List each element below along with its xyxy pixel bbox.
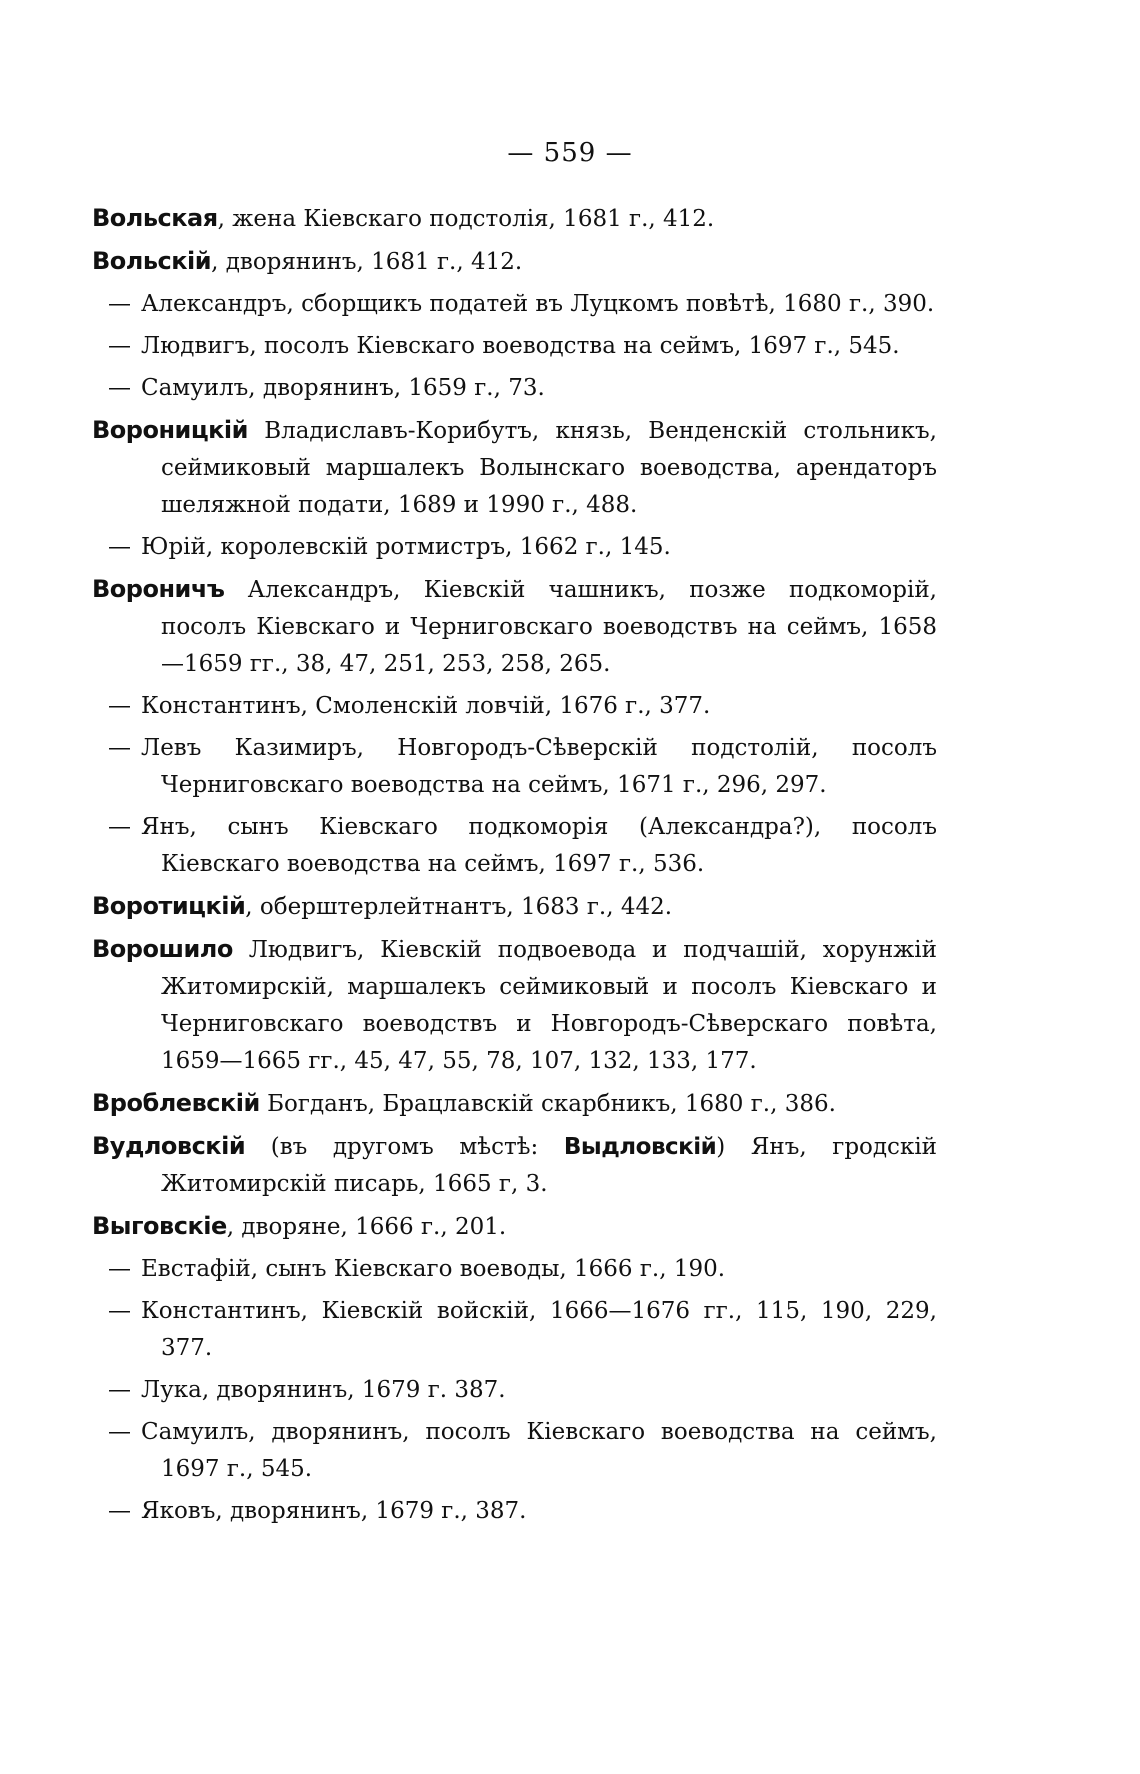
entry-text: , дворяне, 1666 г., 201. (226, 1214, 507, 1240)
index-subentry (92, 529, 937, 566)
subentry-text: Константинъ, Кіевскій войскій, 1666—1676 гг., 115, 190, 229, 377. (141, 1298, 937, 1361)
entry-text: Людвигъ, Кіевскій подвоевода и подчашій, хорунжій Житомирскій, маршалекъ сеймиковый и посолъ Кіевскаго и Черниговскаго воеводствъ и Новгородъ-Сѣверскаго повѣта, 1659—1665 гг., 45, 47, 55, 78, 107, 132, 133, 177. (161, 937, 937, 1074)
entry-surname: Выговскіе (92, 1212, 227, 1240)
subentry-dash: — (108, 1419, 131, 1445)
subentry-text: Александръ, сборщикъ податей въ Луцкомъ повѣтѣ, 1680 г., 390. (141, 291, 935, 317)
entry-text: Александръ, Кіевскій чашникъ, позже подкоморій, посолъ Кіевскаго и Черниговскаго воеводствъ на сеймъ, 1658—1659 гг., 38, 47, 251, 253, 258, 265. (161, 577, 937, 677)
index-entries (92, 200, 937, 1535)
index-subentry (92, 688, 937, 725)
index-subentry (92, 730, 937, 804)
subentry-dash: — (108, 735, 131, 761)
index-entry (92, 888, 937, 926)
entry-surname: Вольская (92, 204, 218, 232)
subentry-dash: — (108, 333, 131, 359)
index-entry (92, 931, 937, 1080)
subentry-dash: — (108, 375, 131, 401)
index-subentry (92, 809, 937, 883)
page-number: — 559 — (507, 138, 633, 168)
index-entry (92, 412, 937, 524)
subentry-dash: — (108, 291, 131, 317)
entry-surname: Вроблевскій (92, 1089, 260, 1117)
subentry-text: Янъ, сынъ Кіевскаго подкоморія (Александра?), посолъ Кіевскаго воеводства на сеймъ, 1697 г., 536. (141, 814, 937, 877)
entry-text: , жена Кіевскаго подстолія, 1681 г., 412. (217, 206, 715, 232)
index-entry (92, 243, 937, 281)
subentry-text: Самуилъ, дворянинъ, 1659 г., 73. (141, 375, 545, 401)
index-subentry (92, 1293, 937, 1367)
subentry-dash: — (108, 1498, 131, 1524)
subentry-text: Левъ Казимиръ, Новгородъ-Сѣверскій подстолій, посолъ Черниговскаго воеводства на сеймъ, 1671 г., 296, 297. (141, 735, 937, 798)
index-subentry (92, 286, 937, 323)
index-entry (92, 200, 937, 238)
subentry-text: Яковъ, дворянинъ, 1679 г., 387. (141, 1498, 527, 1524)
subentry-dash: — (108, 693, 131, 719)
subentry-text: Евстафій, сынъ Кіевскаго воеводы, 1666 г., 190. (141, 1256, 726, 1282)
subentry-text: Лука, дворянинъ, 1679 г. 387. (141, 1377, 506, 1403)
index-subentry (92, 1493, 937, 1530)
entry-surname: Ворошило (92, 935, 233, 963)
subentry-text: Юрій, королевскій ротмистръ, 1662 г., 145. (141, 534, 671, 560)
index-subentry (92, 1372, 937, 1409)
entry-surname: Вороничъ (92, 575, 225, 603)
subentry-dash: — (108, 1377, 131, 1403)
entry-alt-surname: Выдловскій (563, 1134, 717, 1160)
subentry-dash: — (108, 814, 131, 840)
index-subentry (92, 328, 937, 365)
index-entry (92, 1208, 937, 1246)
subentry-text: Самуилъ, дворянинъ, посолъ Кіевскаго воеводства на сеймъ, 1697 г., 545. (141, 1419, 937, 1482)
entry-text: , оберштерлейтнантъ, 1683 г., 442. (245, 894, 673, 920)
entry-text-before: (въ другомъ мѣстѣ: (245, 1134, 564, 1160)
entry-text: Владиславъ-Корибутъ, князь, Венденскій стольникъ, сеймиковый маршалекъ Волынскаго воеводства, арендаторъ шеляжной подати, 1689 и 1990 г., 488. (161, 418, 937, 518)
subentry-dash: — (108, 1256, 131, 1282)
index-subentry (92, 1251, 937, 1288)
entry-text: , дворянинъ, 1681 г., 412. (211, 249, 523, 275)
subentry-dash: — (108, 534, 131, 560)
entry-surname: Вольскій (92, 247, 212, 275)
entry-text: ) Янъ, гродскій Житомирскій писарь, 1665 г, 3. (161, 1134, 938, 1197)
index-entry (92, 1128, 937, 1203)
subentry-dash: — (108, 1298, 131, 1324)
entry-text: Богданъ, Брацлавскій скарбникъ, 1680 г., 386. (259, 1091, 836, 1117)
subentry-text: Константинъ, Смоленскій ловчій, 1676 г., 377. (141, 693, 711, 719)
entry-surname: Вудловскій (92, 1132, 246, 1160)
index-subentry (92, 370, 937, 407)
entry-surname: Воротицкій (92, 892, 246, 920)
index-entry (92, 1085, 937, 1123)
index-entry (92, 571, 937, 683)
index-subentry (92, 1414, 937, 1488)
entry-surname: Вороницкій (92, 416, 248, 444)
subentry-text: Людвигъ, посолъ Кіевскаго воеводства на сеймъ, 1697 г., 545. (141, 333, 900, 359)
